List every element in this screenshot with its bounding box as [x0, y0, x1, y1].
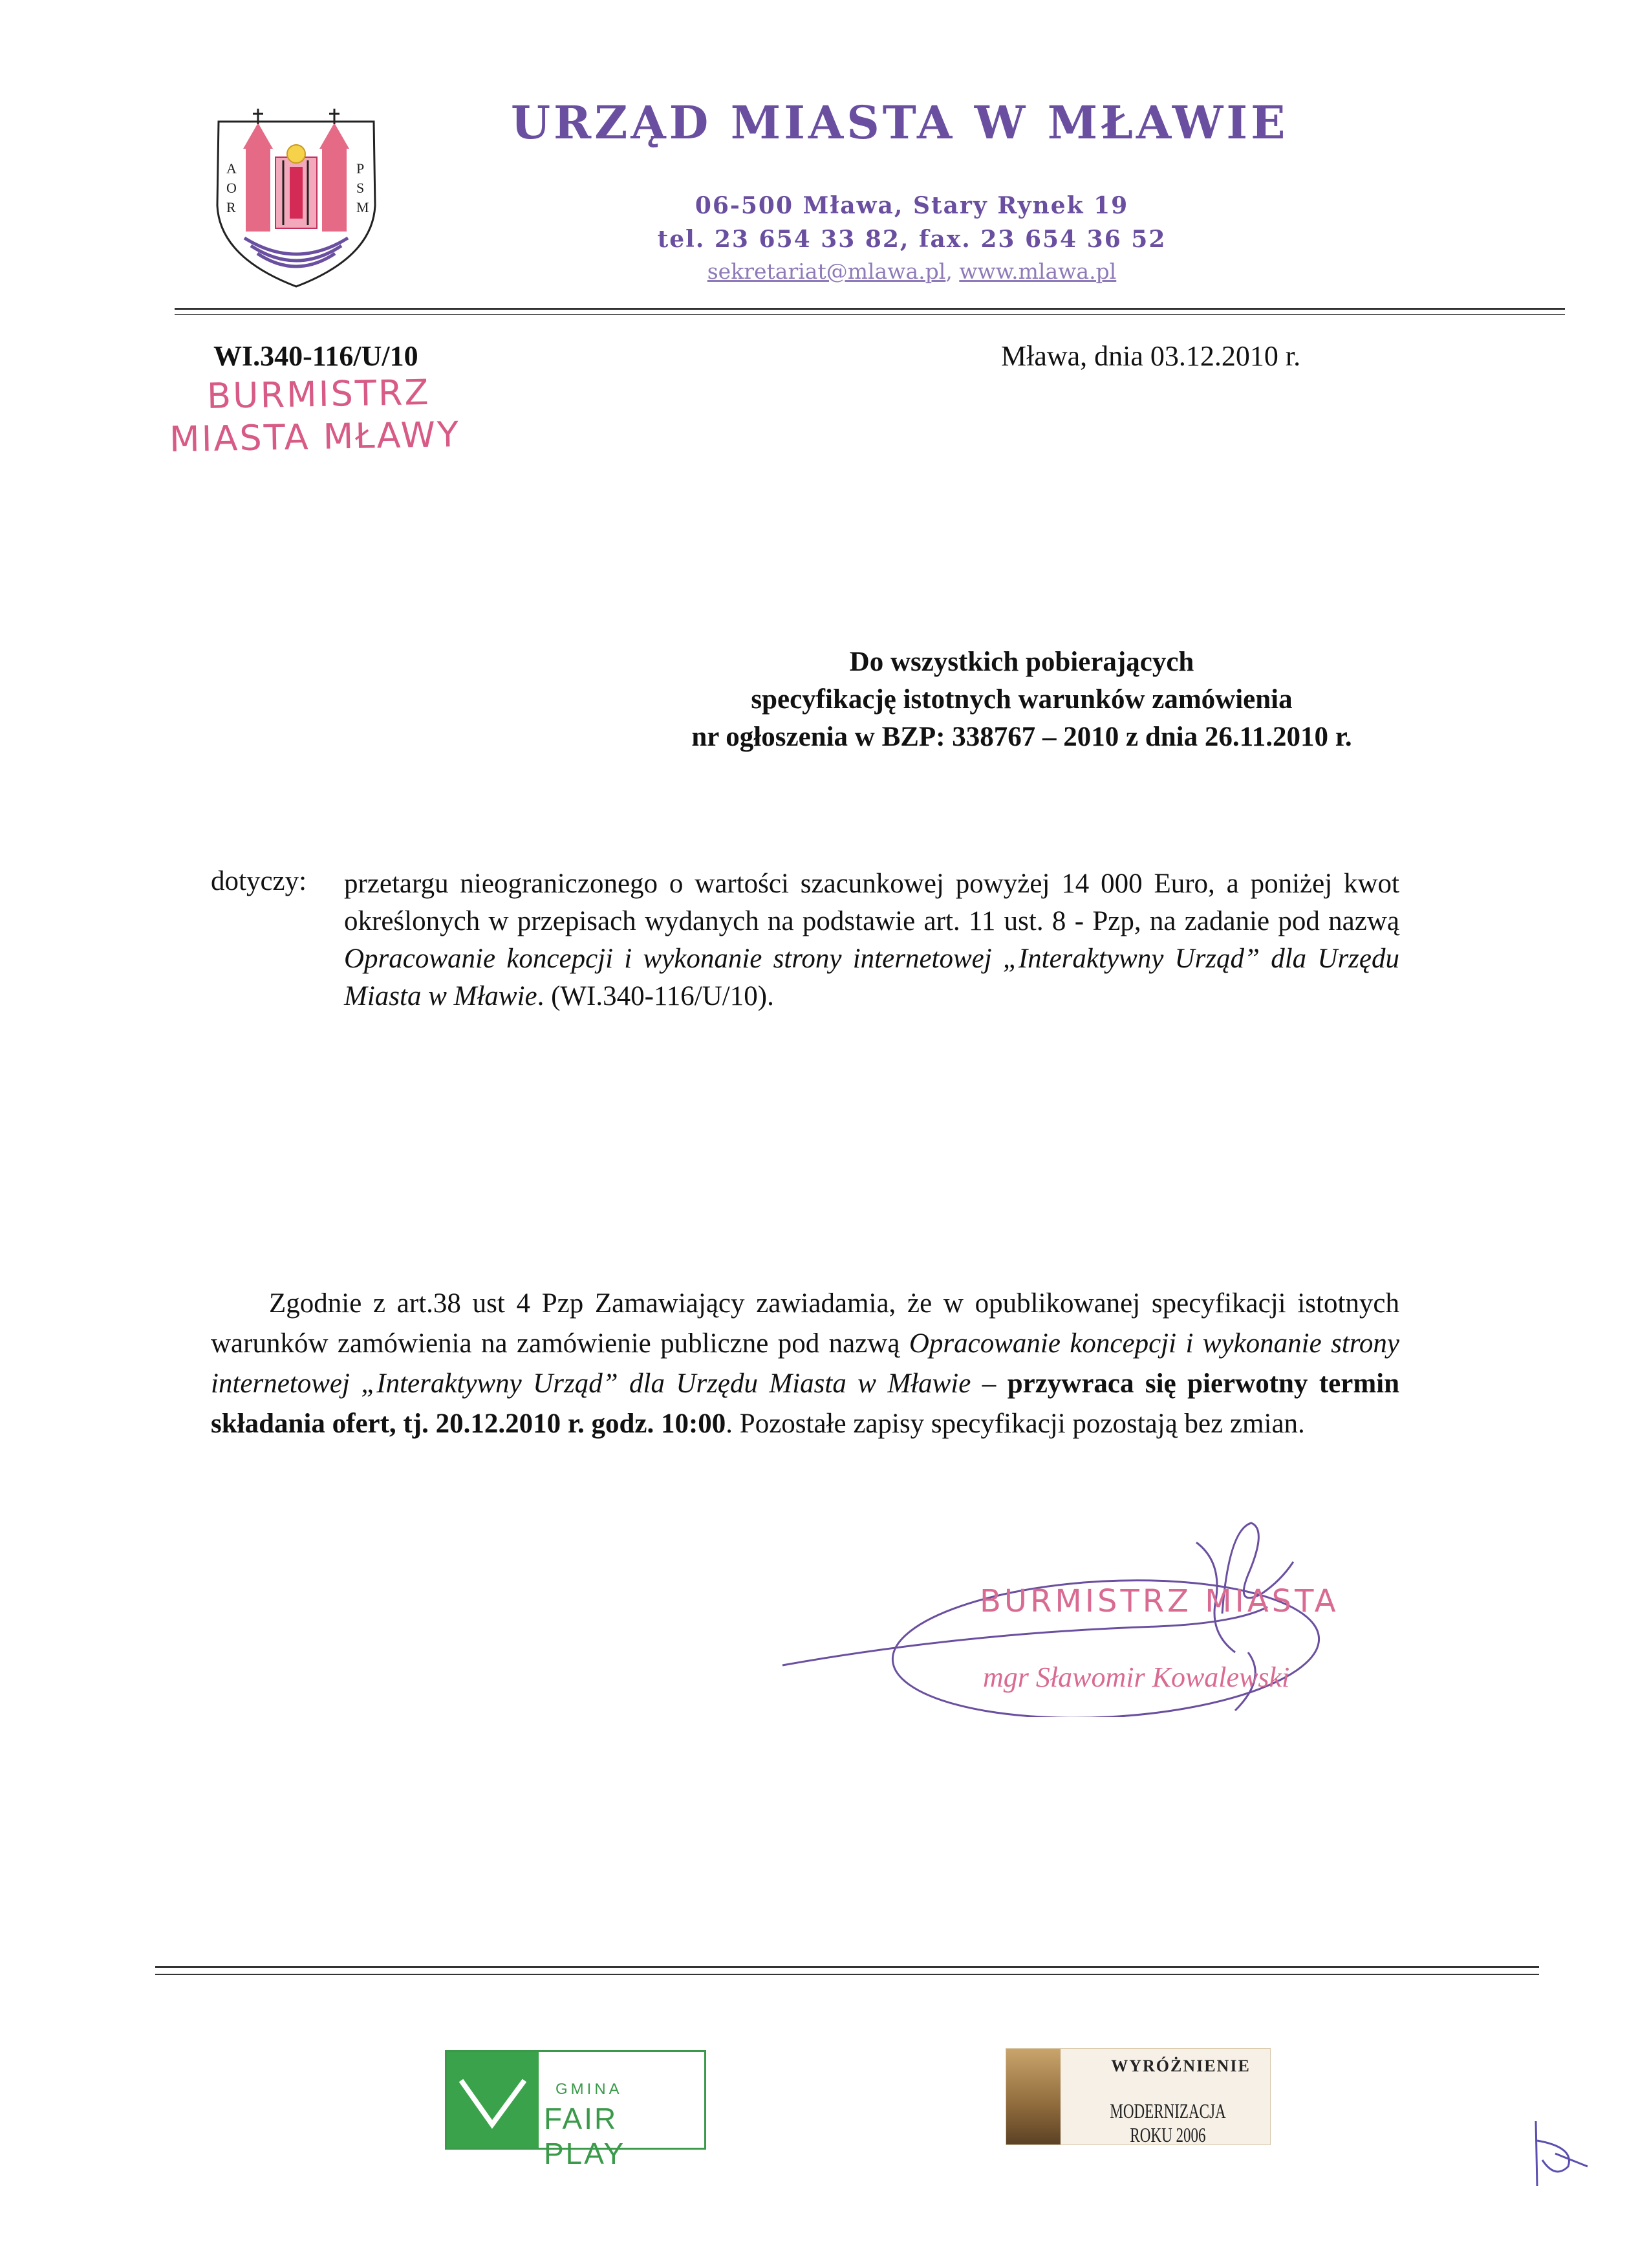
fair-play-logo: [445, 2050, 706, 2170]
addressee-line-3: nr ogłoszenia w BZP: 338767 – 2010 z dnia 26.11.2010 r.: [691, 722, 1352, 752]
office-contact-links: [491, 259, 1332, 284]
stamp-line-2: MIASTA MŁAWY: [169, 414, 461, 460]
office-address: 06-500 Mława, Stary Rynek 19: [695, 192, 1129, 219]
crest-letter-right-2: S: [356, 180, 365, 196]
award-statue-icon: [1006, 2049, 1061, 2144]
signature-name: mgr Sławomir Kowalewski: [983, 1661, 1290, 1693]
body-part-2: . Pozostałe zapisy specyfikacji pozostają bez zmian.: [726, 1409, 1305, 1439]
body-task-name: Opracowanie koncepcji i wykonanie strony internetowej „Interaktywny Urząd” dla Urzędu Miasta w Mławie: [211, 1328, 1400, 1399]
fair-play-top-text: GMINA: [555, 2080, 623, 2098]
header-rule-thin: [175, 314, 1565, 315]
crest-letter-right-3: M: [356, 199, 369, 215]
crest-letter-left-1: A: [226, 160, 237, 177]
reference-number: WI.340-116/U/10: [213, 340, 418, 372]
document-date: Mława, dnia 03.12.2010 r.: [1001, 340, 1301, 372]
award-text: MODERNIZACJA ROKU 2006: [1110, 2099, 1226, 2146]
body-paragraph: [211, 1284, 1399, 1444]
footer-rule-thin: [155, 1974, 1539, 1975]
header-rule: [175, 308, 1565, 310]
office-title: URZĄD MIASTA W MŁAWIE: [511, 96, 1289, 149]
crest-letter-left-3: R: [226, 199, 236, 215]
regarding-text-part-2: . (WI.340-116/U/10).: [537, 981, 774, 1011]
body-part-1: Zgodnie z art.38 ust 4 Pzp Zamawiający zawiadamia, że w opublikowanej specyfikacji istotnych warunków zamówienia na zamówienie publiczne pod nazwą: [211, 1288, 1399, 1359]
signature-title: BURMISTRZ MIASTA: [980, 1583, 1339, 1619]
addressee-line-1: Do wszystkich pobierających: [849, 647, 1194, 677]
award-title: WYRÓŻNIENIE: [1111, 2057, 1251, 2075]
footer-rule: [155, 1966, 1539, 1968]
office-address-block: [491, 189, 1332, 256]
crest-letter-right-1: P: [356, 160, 365, 177]
stamp-line-1: BURMISTRZ: [206, 371, 431, 417]
fair-play-v-icon: [447, 2052, 539, 2148]
email-link[interactable]: sekretariat@mlawa.pl: [707, 259, 946, 284]
award-badge: [1006, 2048, 1271, 2145]
crest-letter-left-2: O: [226, 180, 237, 196]
body-deadline: przywraca się pierwotny termin składania ofert, tj. 20.12.2010 r. godz. 10:00: [211, 1368, 1400, 1439]
addressee-block: [414, 643, 1630, 756]
regarding-text-part-1: przetargu nieograniczonego o wartości szacunkowej powyżej 14 000 Euro, a poniżej kwot określonych w przepisach wydanych na podstawie art. 11 ust. 8 - Pzp, na zadanie pod nazwą: [344, 869, 1399, 936]
city-crest-logo: [206, 96, 387, 290]
regarding-label: dotyczy:: [211, 866, 307, 896]
link-separator: ,: [945, 259, 960, 284]
body-dash: –: [971, 1368, 1008, 1399]
website-link[interactable]: www.mlawa.pl: [959, 259, 1117, 284]
office-phone-fax: tel. 23 654 33 82, fax. 23 654 36 52: [657, 226, 1167, 253]
fair-play-bottom-text: FAIR PLAY: [544, 2102, 626, 2170]
handwritten-mark: [1529, 2115, 1594, 2192]
regarding-text: [344, 865, 1399, 1015]
addressee-line-2: specyfikację istotnych warunków zamówienia: [751, 684, 1293, 715]
regarding-task-name: Opracowanie koncepcji i wykonanie strony internetowej „Interaktywny Urząd” dla Urzędu Miasta w Mławie: [344, 944, 1399, 1011]
